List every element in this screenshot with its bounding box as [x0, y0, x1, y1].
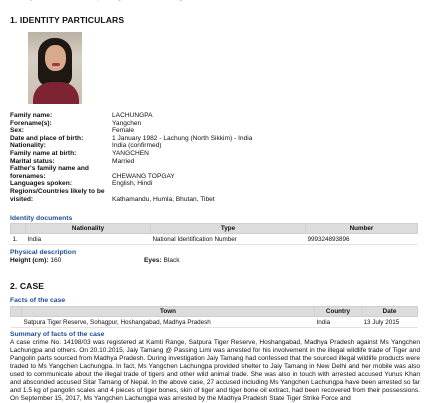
physical-description: [10, 257, 410, 264]
column-header: Number: [306, 224, 418, 234]
column-header: Country: [315, 307, 362, 317]
field-row: [10, 188, 420, 203]
field-row: [10, 150, 420, 158]
field-row: [10, 142, 420, 150]
column-header: Nationality: [26, 224, 151, 234]
column-header: [11, 224, 26, 234]
facts-heading: Facts of the case: [10, 297, 66, 304]
cell-number: 999324893896: [306, 234, 418, 245]
facts-table: [10, 306, 418, 328]
field-label: Date and place of birth:: [10, 134, 84, 142]
identity-documents-heading: Identity documents: [10, 215, 73, 222]
cell-town: Satpura Tiger Reserve, Sohagpur, Hoshangabad, Madhya Pradesh: [22, 317, 315, 328]
field-row: [10, 112, 420, 120]
table-header-row: [11, 224, 418, 234]
field-value: Yangchen: [112, 119, 142, 127]
field-row: [10, 135, 420, 143]
case-section-title: 2. CASE: [10, 281, 45, 291]
identity-fields: [10, 112, 420, 203]
field-row: [10, 180, 420, 188]
field-row: [10, 127, 420, 135]
field-label: Languages spoken:: [10, 180, 72, 188]
field-value: 1 January 1982 - Lachung (North Sikkim) - India: [112, 134, 253, 142]
eyes-value: Black: [163, 257, 180, 264]
physical-description-heading: Physical description: [10, 249, 77, 256]
field-row: [10, 165, 420, 180]
field-row: [10, 120, 420, 128]
field-value: CHEWANG TOPGAY: [112, 172, 175, 180]
table-row: [11, 234, 418, 245]
field-value: YANGCHEN: [112, 149, 149, 157]
identity-documents-table: [10, 223, 418, 245]
column-header: Town: [22, 307, 315, 317]
eyes-label: Eyes:: [144, 257, 162, 264]
field-value: India (confirmed): [112, 142, 162, 150]
field-label: Family name:: [10, 112, 53, 119]
field-label: Regions/Countries likely to be visited:: [10, 187, 105, 203]
cell-date: 13 July 2015: [362, 317, 418, 328]
cell-index: 1.: [11, 234, 26, 245]
field-value: Married: [112, 157, 135, 165]
height-value: 160: [50, 257, 62, 264]
cell-nationality: India: [26, 234, 151, 245]
field-label: Family name at birth:: [10, 149, 77, 157]
field-label: Father's family name and forenames:: [10, 165, 89, 180]
field-label: Nationality:: [10, 142, 46, 150]
field-value: English, Hindi: [112, 180, 153, 188]
column-header: Type: [151, 224, 306, 234]
identity-section-title: 1. IDENTITY PARTICULARS: [10, 15, 125, 25]
summary-heading: Summary of facts of the case: [10, 331, 105, 338]
field-value: LACHUNGPA: [112, 112, 153, 119]
person-photo: [28, 32, 82, 104]
table-row: [11, 317, 418, 328]
field-label: Marital status:: [10, 157, 55, 165]
field-value: Female: [112, 127, 134, 135]
field-row: [10, 158, 420, 166]
height-label: Height (cm):: [10, 257, 49, 264]
column-header: [11, 307, 22, 317]
column-header: Date: [362, 307, 418, 317]
field-label: Sex:: [10, 127, 24, 135]
cell-index: [11, 317, 22, 328]
cell-country: India: [315, 317, 362, 328]
table-header-row: [11, 307, 418, 317]
summary-text: A case crime No. 14198/03 was registered at Kamti Range, Satpura Tiger Reserve, Hoshangabad, Madhya Pradesh against Ms Yangchen Lachungpa and others. On 20.10.2015, Jaiy Tamang @ Passing Limi was arrested for his involvement in the illegal wildlife trade of Tiger and Pangolin parts sourced from Madhya Pradesh. During investigation Jaiy Tamang had confessed that the sourced illegal wildlife products were traded to Ms Yangchen Lachungpa. In fact, Ms Yangchen Lachungpa provided shelter to Jaiy Tamang in New Delhi and her mobile was also used to communicate about the illegal trade of tigers and other wild animal trade. She was also in touch with arrested accused Yunus Khan and absconded accused Sitar Tamang of Nepal. In the above case, 27 accused including Ms Yangchen Lachungpa have been arrested so far and 1.5 kg of pangolin scales and 4 pieces of tiger bones, skin of tiger and tiger bone oil extract, had been recovered from their possessions. On September 15, 2017, Ms Yangchen Lachungpa was arrested by the Madhya Pradesh State Tiger Strike Force and: [10, 339, 420, 402]
field-label: Forename(s):: [10, 119, 52, 127]
clipped-header-text: [14, 0, 404, 4]
field-value: Kathamandu, Humla, Bhutan, Tibet: [112, 195, 215, 203]
cell-type: National Identification Number: [151, 234, 306, 245]
